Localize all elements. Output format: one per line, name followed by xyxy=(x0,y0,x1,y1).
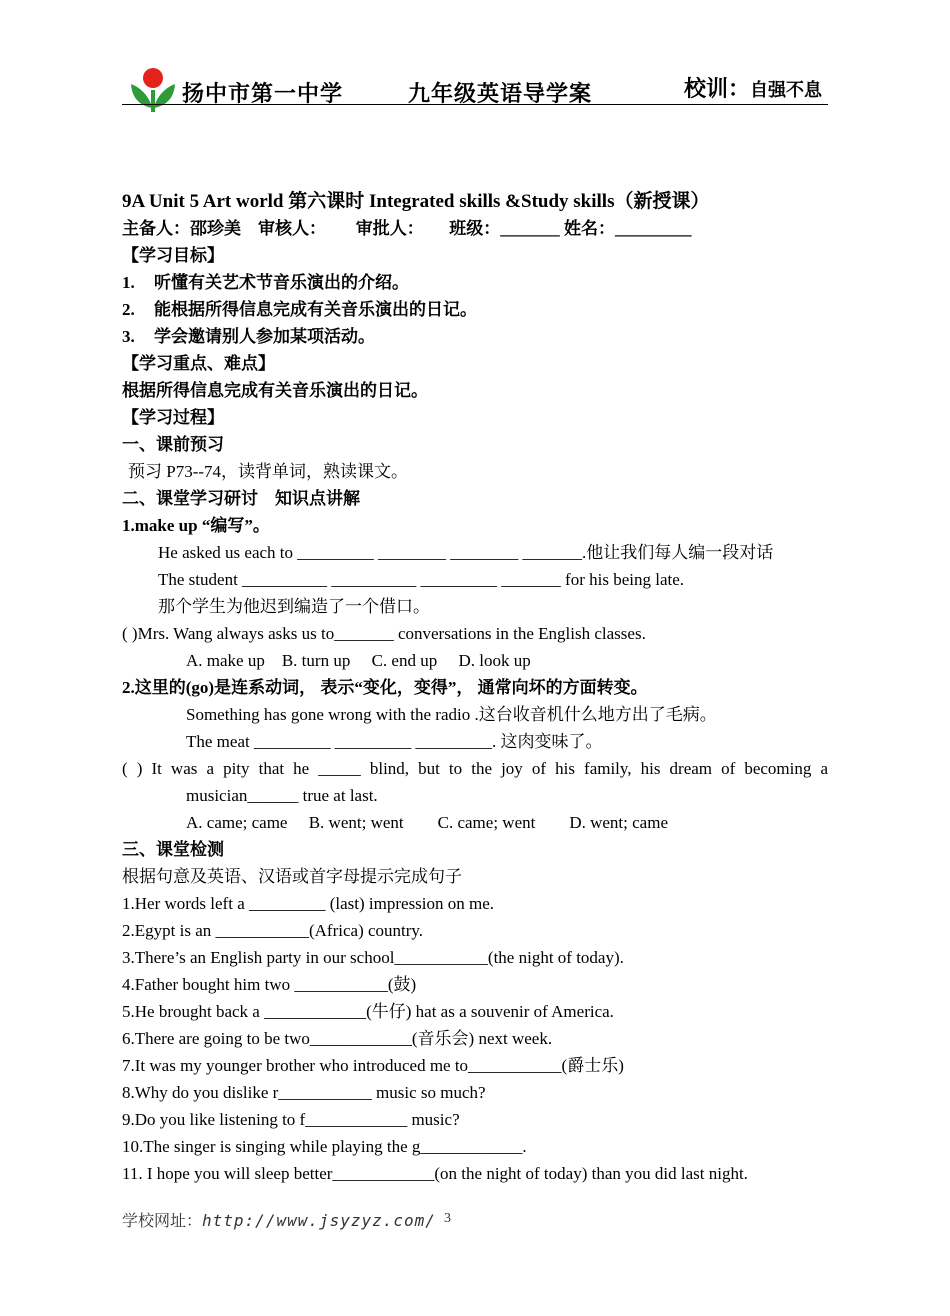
lesson-title: 9A Unit 5 Art world 第六课时 Integrated skills &Study skills（新授课） xyxy=(122,191,710,212)
keypoints-heading: 【学习重点、难点】 xyxy=(122,354,275,373)
exercise-item: 3.There’s an English party in our school___________(the night of today). xyxy=(122,948,624,967)
preview-text: 预习 P73--74，读背单词，熟读课文。 xyxy=(128,462,409,481)
point2-example: The meat _________ _________ _________. 这肉变味了。 xyxy=(186,732,603,751)
page-header xyxy=(122,60,828,108)
exercise-item: 6.There are going to be two____________(音乐会) next week. xyxy=(122,1029,553,1048)
class-study-heading: 二、课堂学习研讨 知识点讲解 xyxy=(122,489,360,508)
objective-item: 3. 学会邀请别人参加某项活动。 xyxy=(122,327,375,346)
exercise-item: 10.The singer is singing while playing the g____________. xyxy=(122,1137,527,1156)
motto-text: 自强不息 xyxy=(750,80,822,101)
info-part2: 姓名： xyxy=(559,219,615,238)
point1-example: The student __________ __________ _________ _______ for his being late. xyxy=(158,570,685,589)
objectives-heading: 【学习目标】 xyxy=(122,246,224,265)
point1-options: A. make up B. turn up C. end up D. look up xyxy=(186,651,531,670)
objective-item: 2. 能根据所得信息完成有关音乐演出的日记。 xyxy=(122,300,477,319)
exercise-item: 1.Her words left a _________ (last) impression on me. xyxy=(122,894,495,913)
point1-example: 那个学生为他迟到编造了一个借口。 xyxy=(158,597,430,616)
point2-heading: 2.这里的(go)是连系动词， 表示“变化，变得”， 通常向坏的方面转变。 xyxy=(122,678,648,697)
keypoints-text: 根据所得信息完成有关音乐演出的日记。 xyxy=(122,381,428,400)
logo-stem xyxy=(151,90,155,112)
school-name: 扬中市第一中学 xyxy=(182,82,344,107)
exercise-item: 8.Why do you dislike r___________ music so much? xyxy=(122,1083,486,1102)
page-number: 3 xyxy=(443,1211,451,1226)
point2-question: ( ) It was a pity that he _____ blind, but to the joy of his family, his dream of becoming a xyxy=(122,759,828,778)
footer-label: 学校网址： xyxy=(122,1211,203,1230)
motto-label: 校训： xyxy=(683,77,750,102)
check-instruction: 根据句意及英语、汉语或首字母提示完成句子 xyxy=(122,867,462,886)
lesson-info xyxy=(122,215,828,242)
exercise-item: 2.Egypt is an ___________(Africa) country. xyxy=(122,921,424,940)
exercise-item: 4.Father bought him two ___________(鼓) xyxy=(122,975,417,994)
school-website-link[interactable]: http://www.jsyzyz.com/ xyxy=(202,1211,436,1230)
logo-sun xyxy=(143,68,163,88)
name-blank: _________ xyxy=(615,219,692,238)
process-heading: 【学习过程】 xyxy=(122,408,224,427)
school-logo xyxy=(128,66,178,114)
exercise-item: 7.It was my younger brother who introduced me to___________(爵士乐) xyxy=(122,1056,624,1075)
point1-heading: 1.make up “编写”。 xyxy=(122,516,270,535)
point2-example: Something has gone wrong with the radio .这台收音机什么地方出了毛病。 xyxy=(186,705,717,724)
point1-question: ( )Mrs. Wang always asks us to_______ conversations in the English classes. xyxy=(122,624,646,643)
worksheet-body xyxy=(122,188,828,1187)
point2-question-cont: musician______ true at last. xyxy=(186,786,378,805)
check-heading: 三、课堂检测 xyxy=(122,840,224,859)
class-blank: _______ xyxy=(500,219,560,238)
point2-options: A. came; came B. went; went C. came; went D. went; came xyxy=(186,813,668,832)
document-title: 九年级英语导学案 xyxy=(408,82,593,107)
exercise-item: 5.He brought back a ____________(牛仔) hat as a souvenir of America. xyxy=(122,1002,614,1021)
objective-item: 1. 听懂有关艺术节音乐演出的介绍。 xyxy=(122,273,409,292)
preview-heading: 一、课前预习 xyxy=(122,435,224,454)
school-motto xyxy=(684,72,822,103)
point1-example: He asked us each to _________ ________ ________ _______.他让我们每人编一段对话 xyxy=(158,543,774,562)
exercise-item: 11. I hope you will sleep better____________(on the night of today) than you did last night. xyxy=(122,1164,748,1183)
page-footer xyxy=(122,1208,451,1231)
exercise-item: 9.Do you like listening to f____________ music? xyxy=(122,1110,460,1129)
header-divider xyxy=(122,104,828,105)
info-part1: 主备人：邵珍美 审核人： 审批人： 班级： xyxy=(122,219,501,238)
